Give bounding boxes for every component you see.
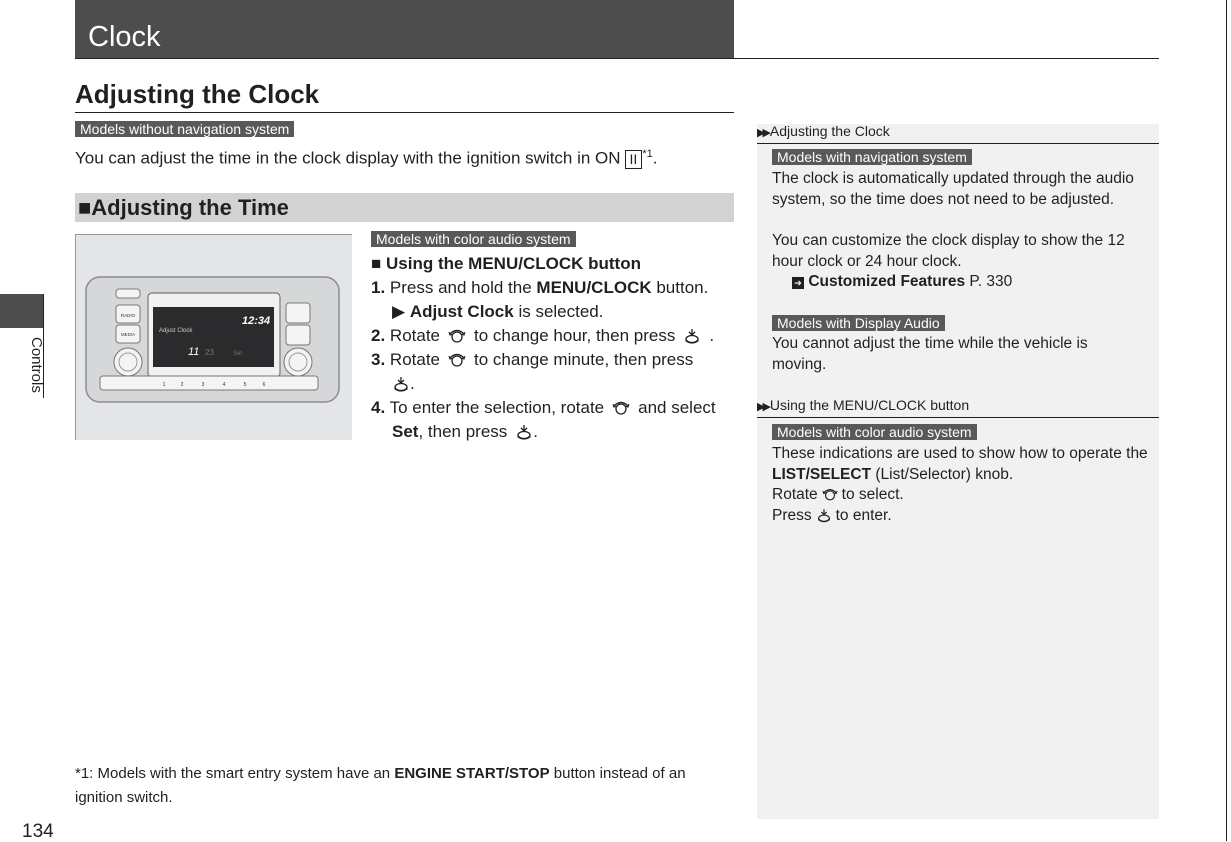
rotate-knob-icon [822, 487, 838, 502]
steps-heading-marker: ■ [371, 254, 382, 273]
note-text-part: These indications are used to show how to operate the [772, 445, 1148, 462]
note-text-part: (List/Selector) knob. [871, 466, 1014, 483]
step-number: 4. [371, 398, 386, 417]
reference-page: P. 330 [969, 273, 1013, 290]
steps-list [371, 252, 736, 444]
screen-minute: 23 [205, 348, 214, 357]
footnote-text: *1: Models with the smart entry system have an [75, 765, 395, 782]
note-text-part: to select. [841, 486, 904, 503]
rotate-knob-icon [448, 328, 466, 344]
note-bold: LIST/SELECT [772, 466, 872, 483]
step-bold: Adjust Clock [409, 302, 514, 321]
reference-arrow-icon: ➔ [792, 277, 804, 289]
note-badge-wrap [772, 424, 977, 442]
audio-unit-photo [75, 234, 352, 440]
double-arrow-icon: ▶▶ [757, 401, 768, 413]
media-button-label: MEDIA [120, 332, 136, 337]
step-text: . [410, 374, 415, 393]
page-number: 134 [22, 821, 54, 842]
step-3 [371, 348, 736, 372]
screen-set: Set [233, 351, 243, 357]
step-bold: MENU/CLOCK [536, 278, 652, 297]
preset-6: 6 [262, 382, 266, 388]
model-badge: Models with color audio system [772, 424, 977, 440]
header-rule [75, 58, 1159, 59]
note-rule [757, 417, 1159, 418]
steps-badge-wrap [371, 231, 576, 249]
note-heading [757, 396, 969, 416]
preset-4: 4 [222, 382, 226, 388]
preset-3: 3 [201, 382, 205, 388]
step-text: . [709, 326, 715, 345]
note-badge-wrap [772, 315, 945, 333]
preset-5: 5 [243, 382, 247, 388]
side-tab-label: Controls [28, 337, 45, 393]
model-badge: Models with navigation system [772, 149, 972, 165]
step-number: 2. [371, 326, 386, 345]
screen-hour: 11 [188, 346, 200, 358]
step-text: is selected. [513, 302, 604, 321]
note-text: You cannot adjust the time while the vehicle is moving. [772, 335, 1088, 373]
note-text-part: to enter. [835, 507, 892, 524]
note-badge-wrap [772, 149, 972, 167]
step-text: , then press [418, 422, 508, 441]
preset-1: 1 [162, 382, 166, 388]
footnote-text: button instead of an ignition switch. [75, 765, 686, 806]
steps-heading [371, 252, 736, 276]
cross-reference[interactable] [792, 271, 1012, 292]
section-rule [75, 112, 734, 113]
model-badge: Models with Display Audio [772, 315, 945, 331]
step-bold: Set [392, 422, 419, 441]
step-text: To enter the selection, rotate [389, 398, 605, 417]
step-1 [371, 276, 736, 300]
section-title: Adjusting the Clock [75, 79, 320, 109]
step-2 [371, 324, 736, 348]
result-arrow-icon: ▶ [392, 302, 406, 321]
press-knob-icon [816, 508, 832, 523]
step-3-cont [371, 372, 736, 396]
note-press-line [772, 505, 892, 526]
audio-unit-illustration [76, 235, 352, 440]
step-1-result [371, 300, 736, 324]
note-heading [757, 122, 890, 142]
intro-period: . [652, 148, 658, 168]
header-bar [75, 0, 734, 58]
screen-title: Adjust Clock [159, 328, 193, 334]
step-number: 3. [371, 350, 386, 369]
step-text: to change hour, then press [474, 326, 676, 345]
steps-heading-text: Using the MENU/CLOCK button [386, 254, 641, 273]
step-4 [371, 396, 736, 420]
intro-badge-wrap [75, 121, 294, 139]
step-text: Press and hold the [389, 278, 537, 297]
subsection-title-text: Adjusting the Time [91, 195, 289, 220]
rotate-knob-icon [612, 400, 630, 416]
press-knob-icon [683, 328, 701, 344]
screen-time: 12:34 [242, 315, 271, 327]
step-text: button. [651, 278, 709, 297]
footnote-ref: *1 [642, 148, 653, 160]
note-rule [757, 143, 1159, 144]
model-badge: Models with color audio system [371, 231, 576, 247]
intro-sentence: You can adjust the time in the clock display with the ignition switch in ON [75, 148, 621, 168]
model-badge: Models without navigation system [75, 121, 294, 137]
side-tab-block [0, 294, 43, 328]
step-number: 1. [371, 278, 386, 297]
footnote-bold: ENGINE START/STOP [394, 765, 550, 782]
page-edge [1226, 0, 1227, 841]
preset-2: 2 [180, 382, 184, 388]
note-rotate-line [772, 484, 904, 505]
page-title: Clock [88, 21, 161, 53]
reference-label: Customized Features [808, 273, 966, 290]
press-knob-icon [515, 424, 533, 440]
note-heading-text: Using the MENU/CLOCK button [769, 397, 970, 413]
step-text: Rotate [389, 350, 441, 369]
subsection-title [78, 193, 289, 222]
step-text: Rotate [389, 326, 441, 345]
step-4-cont [371, 420, 736, 444]
double-arrow-icon: ▶▶ [757, 127, 768, 139]
note-text: You can customize the clock display to show the 12 hour clock or 24 hour clock. [772, 232, 1125, 270]
subsection-marker: ■ [78, 195, 92, 220]
radio-button-label: RADIO [120, 313, 136, 318]
footnote [75, 762, 735, 810]
step-text: and select [638, 398, 716, 417]
press-knob-icon [392, 376, 410, 392]
rotate-knob-icon [448, 352, 466, 368]
intro-text [75, 142, 775, 171]
note-text-part: Rotate [772, 486, 818, 503]
note-heading-text: Adjusting the Clock [769, 123, 890, 139]
note-text-part: Press [772, 507, 812, 524]
note-text: The clock is automatically updated through the audio system, so the time does not need to be adjusted. [772, 170, 1134, 208]
ignition-on-symbol: II [625, 150, 643, 169]
step-text: to change minute, then press [474, 350, 694, 369]
step-text: . [533, 422, 539, 441]
note-text [772, 443, 1152, 485]
